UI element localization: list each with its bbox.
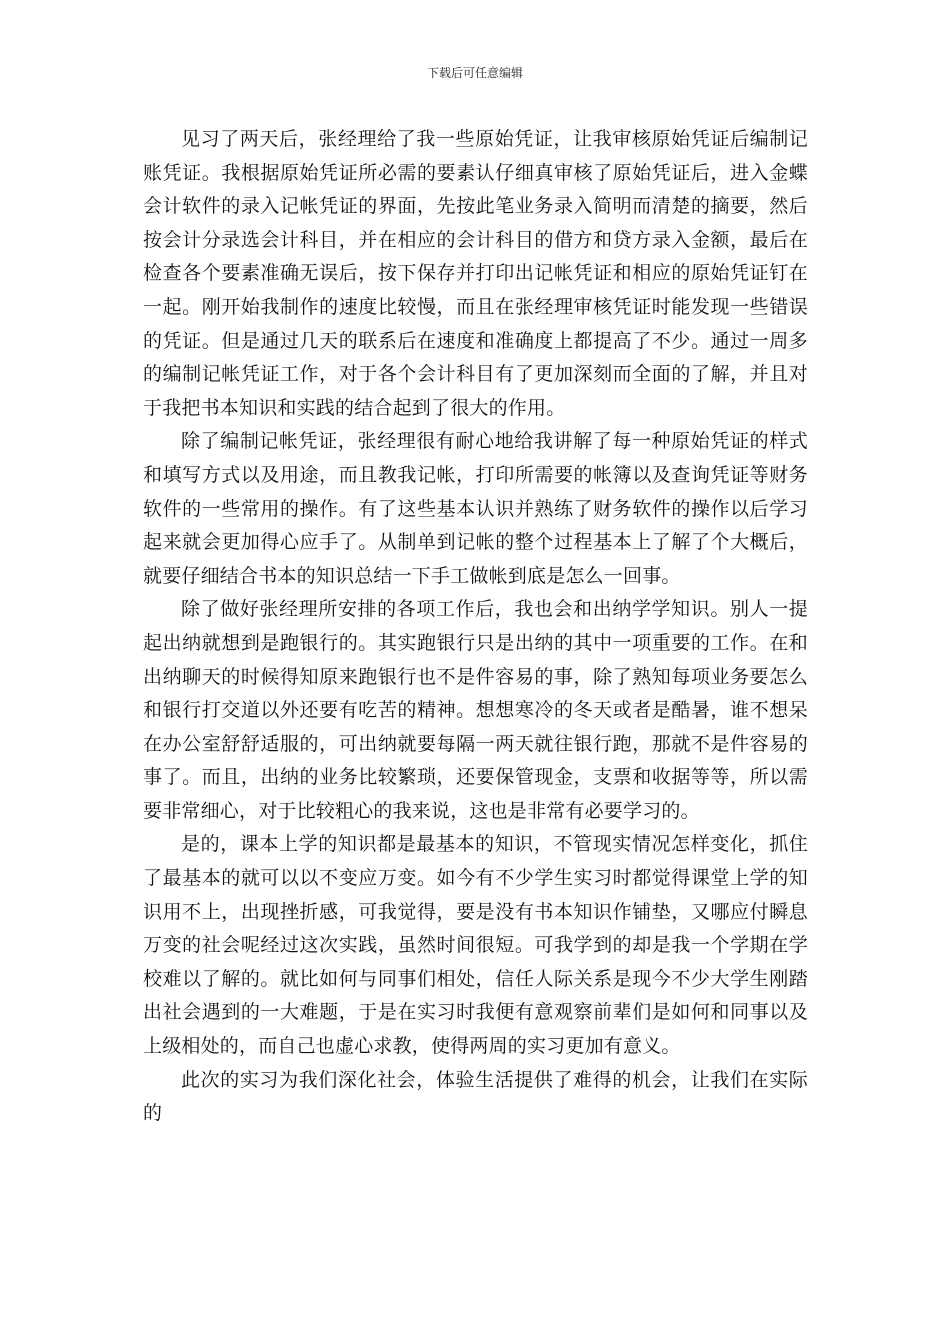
paragraph: 除了做好张经理所安排的各项工作后，我也会和出纳学学知识。别人一提起出纳就想到是跑银行的。其实跑银行只是出纳的其中一项重要的工作。在和出纳聊天的时候得知原来跑银行也不是件容易的事，除了熟知每项业务要怎么和银行打交道以外还要有吃苦的精神。想想寒冷的冬天或者是酷暑，谁不想呆在办公室舒舒适服的，可出纳就要每隔一两天就往银行跑，那就不是件容易的事了。而且，出纳的业务比较繁琐，还要保管现金，支票和收据等等，所以需要非常细心，对于比较粗心的我来说，这也是非常有必要学习的。	[143, 598, 808, 822]
paragraph: 见习了两天后，张经理给了我一些原始凭证，让我审核原始凭证后编制记账凭证。我根据原始凭证所必需的要素认仔细真审核了原始凭证后，进入金蝶会计软件的录入记帐凭证的界面，先按此笔业务录入简明而清楚的摘要，然后按会计分录选会计科目，并在相应的会计科目的借方和贷方录入金额，最后在检查各个要素准确无误后，按下保存并打印出记帐凭证和相应的原始凭证钉在一起。刚开始我制作的速度比较慢，而且在张经理审核凭证时能发现一些错误的凭证。但是通过几天的联系后在速度和准确度上都提高了不少。通过一周多的编制记帐凭证工作，对于各个会计科目有了更加深刻而全面的了解，并且对于我把书本知识和实践的结合起到了很大的作用。	[143, 128, 808, 419]
paragraph: 是的，课本上学的知识都是最基本的知识，不管现实情况怎样变化，抓住了最基本的就可以以不变应万变。如今有不少学生实习时都觉得课堂上学的知识用不上，出现挫折感，可我觉得，要是没有书本知识作铺垫，又哪应付瞬息万变的社会呢经过这次实践，虽然时间很短。可我学到的却是我一个学期在学校难以了解的。就比如何与同事们相处，信任人际关系是现今不少大学生刚踏出社会遇到的一大难题，于是在实习时我便有意观察前辈们是如何和同事以及上级相处的，而自己也虚心求教，使得两周的实习更加有意义。	[143, 833, 808, 1058]
document-body	[143, 123, 808, 1131]
paragraph: 此次的实习为我们深化社会，体验生活提供了难得的机会，让我们在实际的	[143, 1068, 808, 1125]
page-header: 下载后可任意编辑	[426, 66, 523, 80]
paragraph: 除了编制记帐凭证，张经理很有耐心地给我讲解了每一种原始凭证的样式和填写方式以及用途，而且教我记帐，打印所需要的帐簿以及查询凭证等财务软件的一些常用的操作。有了这些基本认识并熟练了财务软件的操作以后学习起来就会更加得心应手了。从制单到记帐的整个过程基本上了解了个大概后，就要仔细结合书本的知识总结一下手工做帐到底是怎么一回事。	[143, 430, 808, 587]
